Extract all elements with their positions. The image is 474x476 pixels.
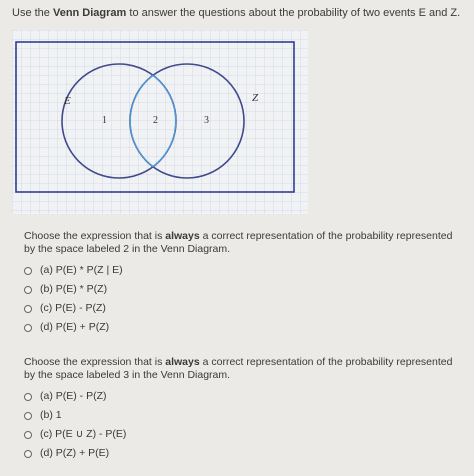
- question-1-option-d[interactable]: [24, 318, 464, 337]
- radio-button[interactable]: [24, 393, 32, 401]
- label-z: Z: [252, 92, 259, 104]
- question-1-option-a[interactable]: [24, 261, 464, 280]
- option-label: (c) P(E) - P(Z): [40, 302, 106, 314]
- question-2-option-d[interactable]: [24, 444, 464, 463]
- question-1-prompt-bold: always: [165, 230, 200, 242]
- instructions-lead: Use the: [12, 7, 53, 19]
- option-label: (a) P(E) * P(Z | E): [40, 264, 123, 276]
- radio-button[interactable]: [24, 286, 32, 294]
- instructions-tail: to answer the questions about the probability of two events E and Z.: [126, 7, 461, 19]
- radio-button[interactable]: [24, 431, 32, 439]
- question-1-prompt: [24, 230, 464, 256]
- instructions-bold: Venn Diagram: [52, 7, 127, 19]
- question-2-prompt-lead: Choose the expression that is: [24, 356, 166, 368]
- question-2-option-b[interactable]: [24, 406, 464, 425]
- option-label: (b) P(E) * P(Z): [40, 283, 108, 295]
- option-label: (d) P(E) + P(Z): [40, 321, 110, 333]
- question-2-option-c[interactable]: [24, 425, 464, 444]
- radio-button[interactable]: [24, 324, 32, 332]
- venn-diagram: [12, 30, 308, 214]
- question-2-prompt-bold: always: [165, 356, 200, 368]
- question-2-prompt-tail: a correct representation of the probability represented by the space labeled 3 in the Venn Diagram.: [24, 356, 453, 381]
- question-2-prompt: [24, 356, 464, 382]
- instructions-text: [12, 6, 467, 20]
- option-label: (c) P(E ∪ Z) - P(E): [40, 428, 127, 440]
- question-1-option-b[interactable]: [24, 280, 464, 299]
- radio-button[interactable]: [24, 305, 32, 313]
- radio-button[interactable]: [24, 267, 32, 275]
- question-1-prompt-tail: a correct representation of the probability represented by the space labeled 2 in the Venn Diagram.: [24, 230, 453, 255]
- question-1-prompt-lead: Choose the expression that is: [24, 230, 166, 242]
- region-2-label: 2: [153, 115, 158, 126]
- option-label: (a) P(E) - P(Z): [40, 390, 107, 402]
- region-1-label: 1: [102, 115, 107, 126]
- label-e: E: [64, 95, 71, 107]
- radio-button[interactable]: [24, 450, 32, 458]
- question-1: [24, 230, 464, 337]
- option-label: (b) 1: [40, 409, 62, 421]
- question-2: [24, 356, 464, 463]
- region-3-label: 3: [204, 115, 209, 126]
- question-2-option-a[interactable]: [24, 387, 464, 406]
- radio-button[interactable]: [24, 412, 32, 420]
- option-label: (d) P(Z) + P(E): [40, 447, 110, 459]
- question-1-option-c[interactable]: [24, 299, 464, 318]
